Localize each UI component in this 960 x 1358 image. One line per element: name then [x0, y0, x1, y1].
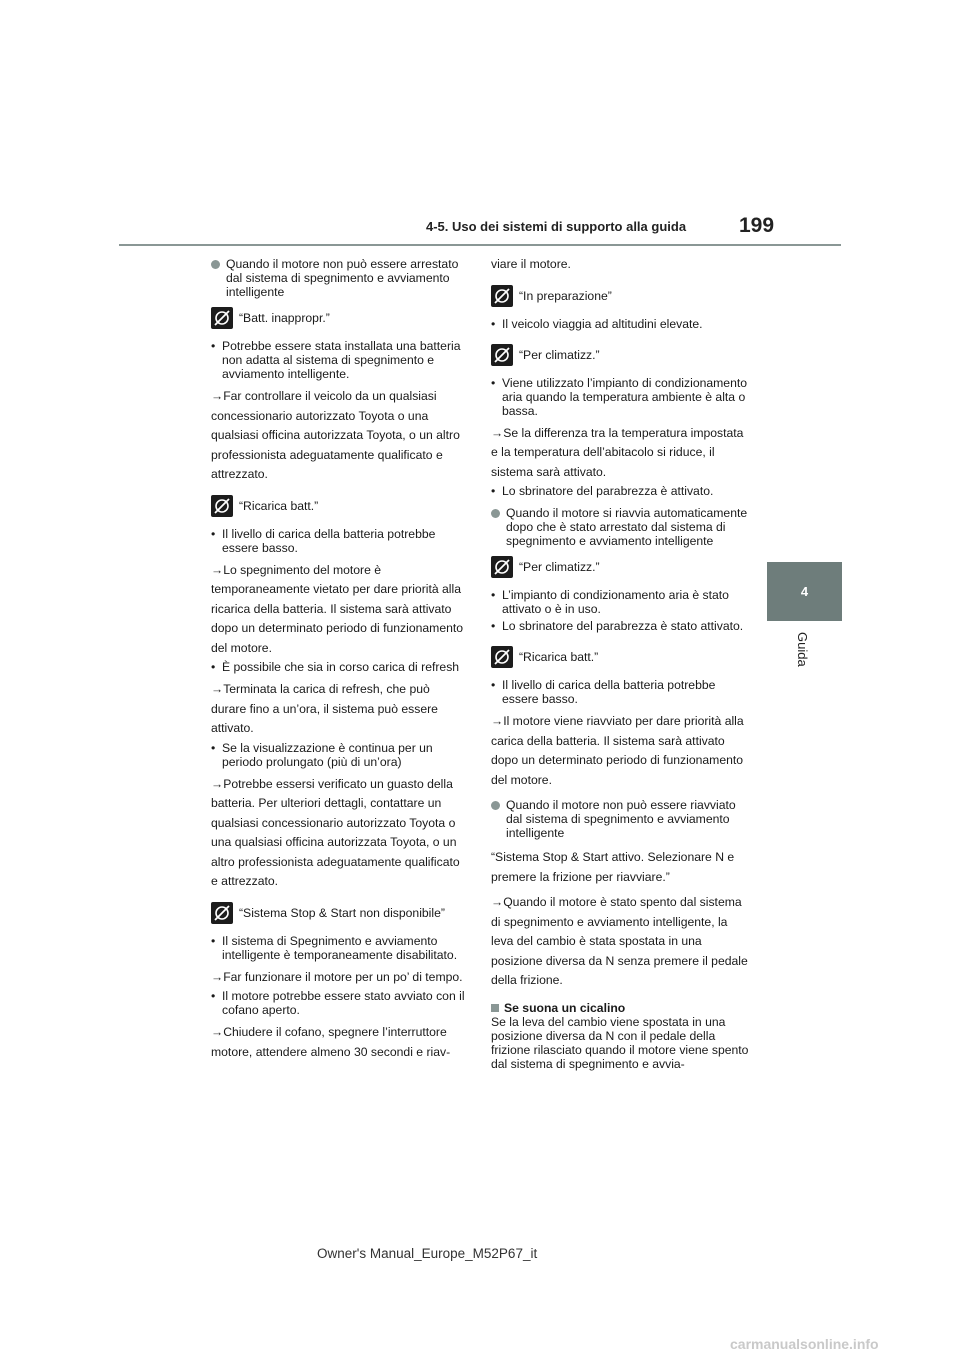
page-number: 199	[739, 214, 775, 237]
message-row	[491, 285, 753, 307]
remedy-text: →Terminata la carica di refresh, che può durare fino a un’ora, il sistema può essere attivato.	[211, 682, 438, 735]
condition-bullet: Quando il motore si riavvia automaticamente dopo che è stato arrestato dal sistema di spegnimento e avviamento intelligente	[491, 506, 753, 548]
condition-bullet: Quando il motore non può essere arrestato dal sistema di spegnimento e avviamento intelligente	[211, 257, 467, 299]
stop-start-indicator-icon	[491, 285, 513, 307]
message-row	[211, 307, 467, 329]
stop-start-indicator-icon	[211, 495, 233, 517]
message-row	[491, 344, 753, 366]
right-column	[491, 255, 753, 1071]
cause-item: • Viene utilizzato l’impianto di condizionamento aria quando la temperatura ambiente è alta o bassa.	[491, 376, 753, 418]
cause-item: • Il livello di carica della batteria potrebbe essere basso.	[211, 527, 467, 555]
watermark: carmanualsonline.info	[730, 1336, 879, 1352]
remedy-text: →Far funzionare il motore per un po’ di tempo.	[211, 969, 463, 984]
chapter-number: 4	[800, 584, 809, 599]
remedy-text: →Quando il motore è stato spento dal sistema di spegnimento e avviamento intelligente, la leva del cambio è stata spostata in una posizione diversa da N senza premere il pedale della frizione.	[491, 895, 748, 987]
cause-item: • Lo sbrinatore del parabrezza è attivato.	[491, 484, 753, 498]
cause-item: • Potrebbe essere stata installata una batteria non adatta al sistema di spegnimento e avviamento intelligente.	[211, 339, 467, 381]
cause-item: • È possibile che sia in corso carica di refresh	[211, 660, 467, 674]
message-text: “Per climatizz.”	[519, 347, 600, 362]
stop-start-indicator-icon	[211, 902, 233, 924]
message-text: “Sistema Stop & Start non disponibile”	[239, 905, 445, 920]
chapter-label: Guida	[795, 632, 810, 667]
condition-bullet: Quando il motore non può essere riavviato dal sistema di spegnimento e avviamento intelligente	[491, 798, 753, 840]
message-text: “Per climatizz.”	[519, 560, 600, 574]
message-row	[211, 902, 467, 924]
continued-text: viare il motore.	[491, 257, 571, 271]
cause-item: • Il sistema di Spegnimento e avviamento intelligente è temporaneamente disabilitato.	[211, 934, 467, 962]
header-divider	[119, 244, 841, 246]
message-text: “Ricarica batt.”	[519, 650, 599, 664]
stop-start-indicator-icon	[491, 344, 513, 366]
cause-item: • Lo sbrinatore del parabrezza è stato attivato.	[491, 619, 753, 633]
chapter-tab[interactable]	[767, 562, 842, 621]
remedy-text: →Se la differenza tra la temperatura impostata e la temperatura dell’abitacolo si riduce, il sistema sarà attivato.	[491, 425, 744, 479]
message-row	[491, 646, 753, 668]
remedy-text: →Chiudere il cofano, spegnere l’interruttore motore, attendere almeno 30 secondi e riav-	[211, 1025, 451, 1059]
stop-start-indicator-icon	[211, 307, 233, 329]
left-column	[211, 255, 467, 1062]
cause-item: • Il motore potrebbe essere stato avviato con il cofano aperto.	[211, 989, 467, 1017]
cause-item: • Il livello di carica della batteria potrebbe essere basso.	[491, 678, 753, 706]
remedy-text: →Lo spegnimento del motore è temporaneamente vietato per dare priorità alla ricarica della batteria. Il sistema sarà attivato dopo un determinato periodo di funzionamento del motore.	[211, 562, 464, 655]
cause-item: • L’impianto di condizionamento aria è stato attivato o è in uso.	[491, 588, 753, 616]
subsection-heading: Se suona un cicalino	[491, 1001, 753, 1015]
paragraph: Se la leva del cambio viene spostata in una posizione diversa da N con il pedale della frizione rilasciato quando il motore viene spento dal sistema di spegnimento e avvia-	[491, 1014, 749, 1071]
remedy-text: →Il motore viene riavviato per dare priorità alla carica della batteria. Il sistema sarà attivato dopo un determinato periodo di funzionamento del motore.	[491, 714, 744, 787]
message-text: “Ricarica batt.”	[239, 498, 319, 513]
remedy-text: →Potrebbe essersi verificato un guasto della batteria. Per ulteriori dettagli, contattare un qualsiasi concessionario autorizzato Toyota o una qualsiasi officina autorizzata Toyota, o un altro professionista adeguatamente qualificato e attrezzato.	[211, 776, 460, 888]
remedy-text: →Far controllare il veicolo da un qualsiasi concessionario autorizzato Toyota o una qualsiasi officina autorizzata Toyota, o un altro professionista adeguatamente qualificato e attrezzato.	[211, 389, 460, 481]
footer-text: Owner's Manual_Europe_M52P67_it	[317, 1246, 538, 1261]
message-text: “In preparazione”	[519, 288, 612, 303]
cause-item: • Se la visualizzazione è continua per un periodo prolungato (più di un’ora)	[211, 741, 467, 769]
stop-start-indicator-icon	[491, 556, 513, 578]
message-row	[491, 556, 753, 578]
stop-start-indicator-icon	[491, 646, 513, 668]
message-text: “Batt. inappropr.”	[239, 311, 330, 325]
message-quote: “Sistema Stop & Start attivo. Selezionare N e premere la frizione per riavviare.”	[491, 850, 735, 884]
message-row	[211, 495, 467, 517]
cause-item: • Il veicolo viaggia ad altitudini elevate.	[491, 317, 753, 331]
section-title: 4-5. Uso dei sistemi di supporto alla guida	[426, 219, 687, 234]
